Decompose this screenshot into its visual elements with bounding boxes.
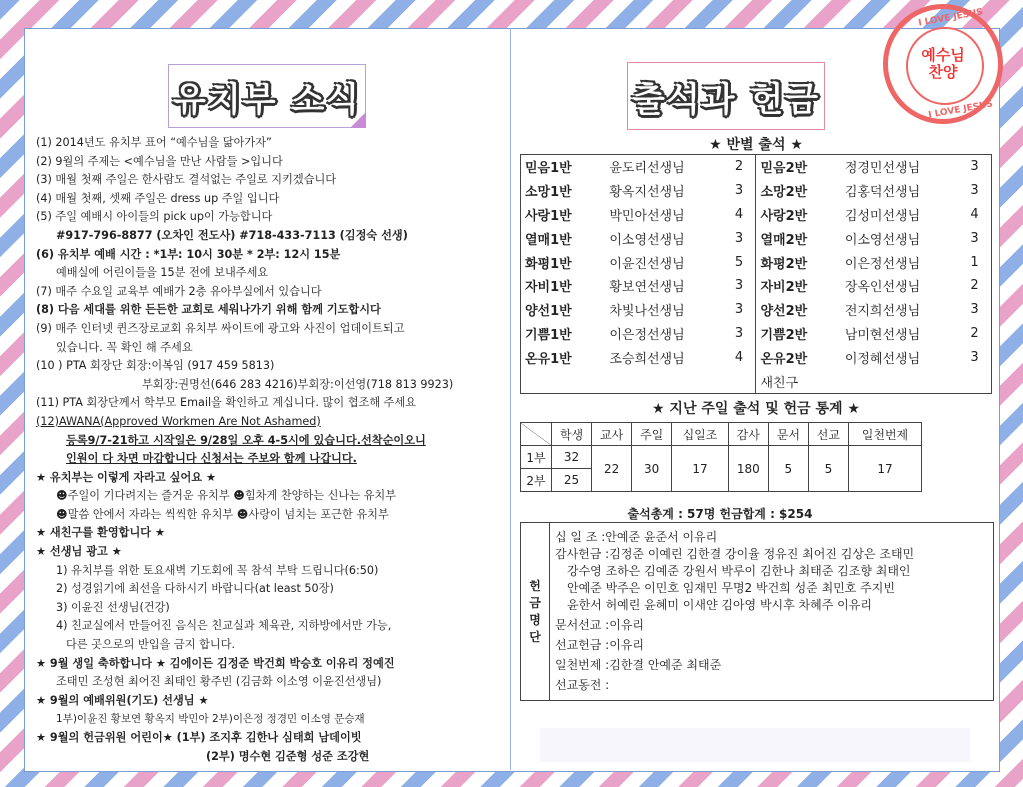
news-item: 3) 이윤진 선생님(건강): [56, 600, 170, 614]
attendance-heading: ★ 반별 출석 ★: [709, 137, 803, 153]
attendance-row: [521, 250, 992, 274]
teacher-name: 김홍덕선생님: [844, 185, 921, 201]
class-attendance-table: [520, 154, 992, 394]
class-name: 자비2반: [760, 280, 808, 296]
side-char: 명: [529, 612, 541, 627]
attendance-row: [521, 369, 992, 393]
thanks-offering: 180: [728, 446, 768, 492]
class-name: 기쁨2반: [760, 327, 808, 343]
stats-header: 일천번제: [848, 423, 921, 446]
empty-cell: [605, 369, 722, 393]
news-item: 1부)이윤진 황보연 황옥지 박민아 2부)이은정 정경민 이소영 문승재: [56, 713, 365, 726]
class-count: 2: [970, 325, 979, 341]
empty-cell: [723, 369, 756, 393]
right-title: 출석과 헌금: [631, 79, 821, 120]
news-item: 예배실에 어린이들을 15분 전에 보내주세요: [56, 266, 269, 280]
class-count: 3: [970, 302, 979, 318]
left-column: [36, 134, 504, 766]
i-love-jesus-stamp: [883, 4, 1003, 124]
service-label: 2부: [521, 469, 552, 492]
sunday-offering: 30: [632, 446, 672, 492]
news-heading: ★ 9월 생일 축하합니다 ★ 김에이든 김정준 박건희 박승호 이유리 정예진: [36, 656, 395, 670]
teacher-name: 황보연선생님: [609, 280, 685, 296]
news-item: (1) 2014년도 유치부 표어 “예수님을 닮아가자”: [36, 136, 272, 149]
teacher-name: 이윤진선생님: [609, 256, 685, 272]
offering-line: 강수영 조하은 김예준 강원서 박루이 김한나 최태준 김조향 최태인: [567, 564, 911, 578]
offering-line: 윤한서 허예린 윤혜미 이새얀 김아영 박시후 차혜주 이유리: [567, 598, 872, 612]
class-name: 믿음1반: [525, 161, 572, 177]
side-char: 금: [529, 595, 541, 610]
teacher-name: 윤도리선생님: [609, 161, 685, 177]
offering-list-box: [520, 522, 994, 701]
news-item: #917-796-8877 (오차인 전도사) #718-433-7113 (김정숙 선생): [56, 228, 408, 242]
teacher-name: 차빛나선생님: [609, 304, 685, 320]
news-item: (10 ) PTA 회장단 회장:이복임 (917 459 5813): [36, 359, 275, 373]
news-heading: ★ 새친구를 환영합니다 ★: [36, 526, 166, 540]
news-item: 4) 친교실에서 만들어진 음식은 친교실과 체육관, 지하방에서만 가능,: [56, 619, 392, 633]
class-name: 온유1반: [525, 351, 572, 367]
news-item: 1) 유치부를 위한 토요새벽 기도회에 꼭 참석 부탁 드립니다(6:50): [56, 563, 379, 577]
news-item: (11) PTA 회장단께서 학부모 Email을 확인하고 계십니다. 많이 협조해 주세요: [36, 396, 417, 410]
stats-header: 학생: [552, 423, 592, 446]
stamp-top-text: I LOVE JESUS: [917, 7, 984, 29]
right-title-box: [627, 62, 825, 130]
attendance-row: [521, 298, 992, 322]
news-item: (12)AWANA(Approved Workmen Are Not Ashamed): [36, 414, 321, 428]
teacher-name: 김성미선생님: [844, 208, 921, 224]
class-name: 양선1반: [525, 304, 572, 320]
news-item: ☻주일이 기다려지는 즐거운 유치부 ☻힘차게 찬양하는 신나는 유치부: [56, 489, 397, 503]
teacher-name: 전지희선생님: [844, 304, 921, 320]
attendance-row: [521, 179, 992, 203]
tithe-offering: 17: [672, 446, 729, 492]
stamp-center-line: 찬양: [928, 63, 958, 81]
class-name: 소망1반: [525, 185, 572, 201]
class-name: 화평2반: [760, 256, 808, 272]
side-char: 헌: [529, 578, 541, 593]
class-count: 4: [723, 345, 756, 369]
news-item: (2부) 명수현 김준형 성준 조강현: [206, 749, 370, 763]
class-count: 5: [723, 250, 756, 274]
news-heading: ★ 9월의 예배위원(기도) 선생님 ★: [36, 693, 209, 707]
news-item: 부회장:권명선(646 283 4216)부회장:이선영(718 813 9923): [142, 377, 454, 391]
news-item: 2) 성경읽기에 최선을 다하시기 바랍니다(at least 50장): [56, 582, 334, 596]
news-item: 다른 곳으로의 반입을 금지 합니다.: [66, 638, 236, 652]
stats-heading: ★ 지난 주일 출석 및 헌금 통계 ★: [652, 401, 860, 417]
news-item: (9) 매주 인터넷 퀸즈장로교회 유치부 싸이트에 광고와 사진이 업데이트되고: [36, 321, 405, 335]
literature-offering: 5: [768, 446, 808, 492]
students-count: 25: [552, 469, 592, 492]
offering-line: 안예준 박주은 이민호 임재민 무명2 박건희 성준 최민호 주지빈: [567, 581, 895, 595]
class-count: 3: [970, 349, 979, 365]
teacher-name: 장옥인선생님: [844, 280, 921, 296]
attendance-row: [521, 226, 992, 250]
news-item: 있습니다. 꼭 확인 해 주세요: [56, 340, 193, 354]
class-name: 사랑1반: [525, 208, 572, 224]
stats-header: 십일조: [672, 423, 729, 446]
news-item: (2) 9월의 주제는 <예수님을 만난 사람들 >입니다: [36, 154, 283, 168]
side-char: 단: [529, 629, 541, 644]
class-count: 3: [723, 322, 756, 346]
news-item: 조태민 조성현 최어진 최태인 황주빈 (김금화 이소영 이윤진선생님): [56, 675, 382, 689]
teacher-name: 이은정선생님: [609, 327, 685, 343]
class-name: 양선2반: [760, 304, 808, 320]
news-item: (3) 매월 첫째 주일은 한사람도 결석없는 주일로 지키겠습니다: [36, 173, 337, 187]
class-name: 온유2반: [760, 351, 808, 367]
class-name: 열매2반: [760, 232, 808, 248]
stamp-center-text: [888, 47, 998, 81]
offering-line: 문서선교 :이유리: [555, 618, 645, 632]
mission-offering: 5: [808, 446, 848, 492]
news-item: (6) 유치부 예배 시간 : *1부: 10시 30분 * 2부: 12시 15분: [36, 247, 341, 261]
class-count: 4: [970, 206, 979, 222]
class-count: 3: [723, 298, 756, 322]
stamp-bottom-text: I LOVE JESUS: [927, 99, 994, 121]
class-name: 소망2반: [760, 185, 808, 201]
new-friend-label: 새친구: [760, 375, 799, 391]
news-heading: ★ 유치부는 이렇게 자라고 싶어요 ★: [36, 470, 217, 484]
offering-line: 십 일 조 :안예준 윤준서 이유리: [555, 530, 718, 544]
offering-line: 감사헌금 :김정준 이예린 김한결 강이율 정유진 최어진 김상은 조태민: [555, 547, 915, 561]
teacher-name: 이소영선생님: [844, 232, 921, 248]
teacher-name: 이은정선생님: [844, 256, 921, 272]
class-count: 2: [723, 155, 756, 179]
news-item: (8) 다음 세대를 위한 든든한 교회로 세워나가기 위해 함께 기도합시다: [36, 303, 381, 317]
service-label: 1부: [521, 446, 552, 469]
news-item: (7) 매주 수요일 교육부 예배가 2층 유아부실에서 있습니다: [36, 284, 322, 298]
class-count: 2: [970, 278, 979, 294]
teacher-name: 이정혜선생님: [844, 351, 921, 367]
offering-line: 일천번제 :김한결 안예준 최태준: [555, 658, 722, 672]
left-title: 유치부 소식: [172, 79, 362, 120]
news-item: ☻말씀 안에서 자라는 씩씩한 유치부 ☻사랑이 넘치는 포근한 유치부: [56, 507, 389, 521]
teacher-name: 남미현선생님: [844, 327, 921, 343]
news-item: 등록9/7-21하고 시작일은 9/28일 오후 4-5시에 있습니다.선착순이오니: [66, 433, 426, 447]
class-count: 3: [970, 159, 979, 175]
class-count: 3: [723, 179, 756, 203]
class-name: 자비1반: [525, 280, 572, 296]
class-count: 3: [723, 274, 756, 298]
attendance-row: [521, 274, 992, 298]
totals-summary: 출석총계 : 57명 헌금합계 : $254: [627, 507, 813, 521]
class-count: 4: [723, 203, 756, 227]
offering-list: [555, 529, 991, 694]
left-title-box: [168, 64, 366, 128]
offering-line: 선교동전 :: [555, 678, 610, 692]
teacher-name: 조승희선생님: [609, 351, 685, 367]
news-item: 인원이 다 차면 마감합니다 신청서는 주보와 함께 나갑니다.: [66, 452, 357, 466]
stats-header: 문서: [768, 423, 808, 446]
class-count: 1: [970, 254, 979, 270]
attendance-row: [521, 155, 992, 179]
teachers-count: 22: [592, 446, 632, 492]
class-name: 열매1반: [525, 232, 572, 248]
news-heading: ★ 9월의 헌금위원 어린이★ (1부) 조지후 김한나 심태희 남데이빗: [36, 731, 362, 744]
class-name: 사랑2반: [760, 208, 808, 224]
stats-header: 선교: [808, 423, 848, 446]
offering-line: 선교헌금 :이유리: [555, 638, 645, 652]
stats-header: 교사: [592, 423, 632, 446]
students-count: 32: [552, 446, 592, 469]
stamp-center-line: 예수님: [921, 46, 965, 64]
attendance-row: [521, 203, 992, 227]
stats-table: [520, 422, 922, 492]
stats-header: 감사: [728, 423, 768, 446]
news-item: (4) 매월 첫째, 셋째 주일은 dress up 주일 입니다: [36, 191, 280, 205]
teacher-name: 박민아선생님: [609, 208, 685, 224]
offering-side-label: [521, 523, 550, 700]
attendance-row: [521, 345, 992, 369]
class-name: 화평1반: [525, 256, 572, 272]
class-count: 3: [723, 226, 756, 250]
ilcheon-offering: 17: [848, 446, 921, 492]
class-name: 기쁨1반: [525, 327, 572, 343]
class-count: 3: [970, 183, 979, 199]
teacher-name: 이소영선생님: [609, 232, 685, 248]
empty-cell: [521, 369, 606, 393]
stats-header: 주일: [632, 423, 672, 446]
teacher-name: 황옥지선생님: [609, 185, 685, 201]
corner-fold-icon: [350, 112, 366, 128]
diagonal-header-cell: [521, 423, 552, 446]
teacher-name: 정경민선생님: [844, 161, 921, 177]
column-divider: [510, 28, 511, 770]
attendance-row: [521, 322, 992, 346]
news-item: (5) 주일 예배시 아이들의 pick up이 가능합니다: [36, 210, 273, 224]
class-count: 3: [970, 230, 979, 246]
faded-footer-area: [540, 728, 970, 762]
class-name: 믿음2반: [760, 161, 808, 177]
news-heading: ★ 선생님 광고 ★: [36, 545, 122, 559]
